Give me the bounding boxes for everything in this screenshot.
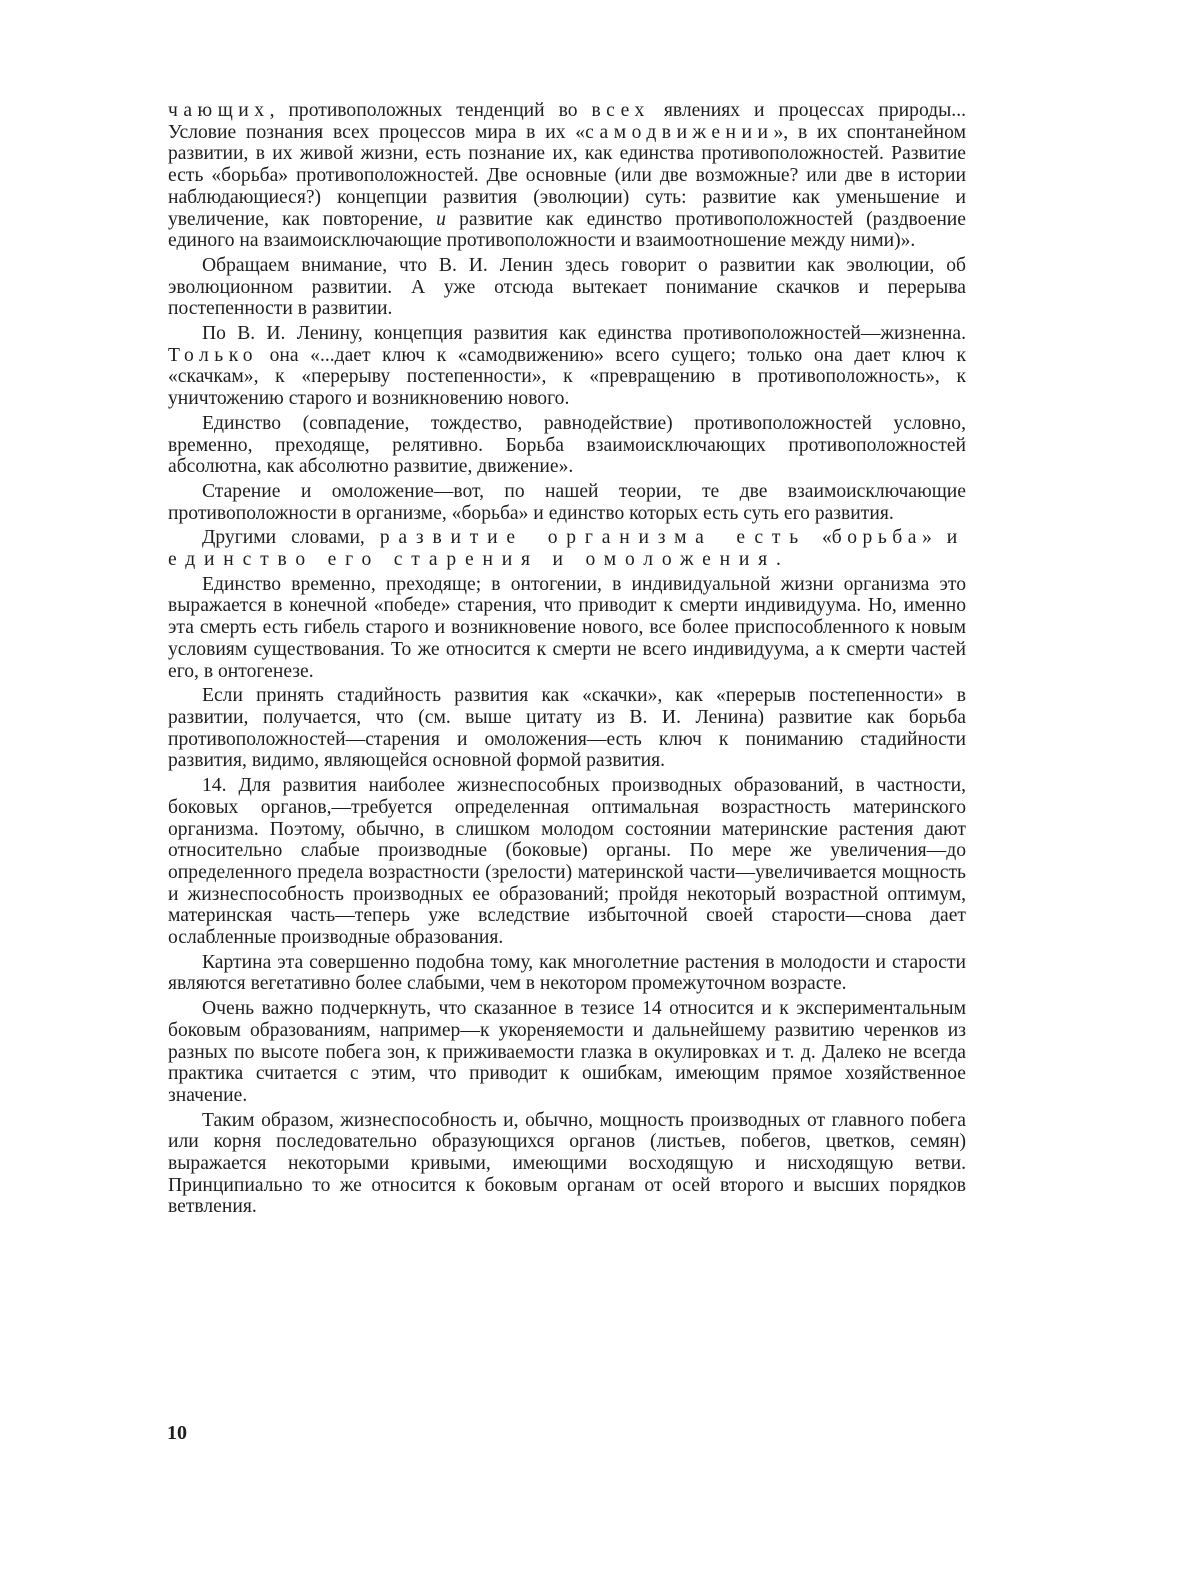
paragraph: [168, 481, 966, 524]
paragraph: [168, 775, 966, 949]
text-span: Единство временно, преходяще; в онтогении, в индивидуальной жизни организма это выражается в конечной «победе» старения, что приводит к смерти индивидуума. Но, именно эта смерть есть гибель старого и возникновение нового, все более приспособленного к новым условиям существования. То же относится к смерти не всего индивидуума, а к смерти частей его, в онтогенезе.: [168, 573, 966, 682]
paragraph: [168, 323, 966, 410]
text-span: , противоположных тенденций во: [269, 100, 592, 121]
text-span: «: [806, 527, 832, 549]
text-span: она «...дает ключ к «самодвижению» всего сущего; только она дает ключ к «скачкам», к «перерыву постепенности», к «превращению в противоположность», к уничтожению старого и возникновению нового.: [168, 344, 966, 410]
text-span: 14. Для развития наиболее жизнеспособных производных образований, в частности, боковых органов,—требуется определенная оптимальная возрастность материнского организма. Поэтому, обычно, в слишком молодом состоянии материнские растения дают относительно слабые производные (боковые) органы. По мере же увеличения—до определенного предела возрастности (зрелости) материнской части—увеличивается мощность и жизнеспособность производных ее образований; пройдя некоторый возрастной оптимум, материнская часть—теперь уже вследствие избыточной своей старости—снова дает ослабленные производные образования.: [168, 775, 966, 949]
text-span: »: [921, 527, 947, 549]
page-number: 10: [167, 1422, 187, 1444]
text-span: », в их спонтанейном развитии, в их живой жизни, есть познание их, как единства противоположностей. Развитие есть «борьба» противоположностей. Две основные (или две возможные? или две в истории наблюдающиеся?) концепции развития (эволюции) суть: развитие как уменьшение и увеличение, как повторение,: [168, 121, 966, 230]
text-span: Очень важно подчеркнуть, что сказанное в тезисе 14 относится и к экспериментальным боковым образованиям, например—к укореняемости и дальнейшему развитию черенков из разных по высоте побега зон, к приживаемости глазка в окулировках и т. д. Далеко не всегда практика считается с этим, что приводит к ошибкам, имеющим прямое хозяйственное значение.: [168, 998, 966, 1106]
paragraph: [168, 527, 966, 570]
text-span: Другими словами,: [202, 527, 380, 549]
text-span: развитие как единство противоположностей (раздвоение единого на взаимоисключающие противоположности и взаимоотношение между ними)».: [168, 208, 966, 252]
emphasis-span: Только: [168, 344, 259, 366]
text-span: Обращаем внимание, что В. И. Ленин здесь говорит о развитии как эволюции, об эволюционном развитии. А уже отсюда вытекает понимание скачков и перерыва постепенности в развитии.: [168, 254, 966, 320]
text-span: .: [775, 549, 781, 571]
paragraph: [168, 255, 966, 320]
emphasis-span: самодвижении: [585, 121, 774, 143]
paragraph: [168, 413, 966, 478]
text-span: Единство (совпадение, тождество, равнодействие) противоположностей условно, временно, преходяще, релятивно. Борьба взаимоисключающих противоположностей абсолютна, как абсолютно развитие, движение».: [168, 412, 966, 478]
emphasis-span: и единство его старения и омоложения: [168, 527, 967, 571]
page-text: [168, 100, 966, 1221]
paragraph: [168, 998, 966, 1107]
emphasis-span: чающих: [168, 100, 270, 121]
paragraph: [168, 685, 966, 772]
text-span: явлениях и процессах природы... Условие познания всех процессов мира в их «: [168, 100, 967, 143]
text-span: По В. И. Ленину, концепция развития как единства противоположностей—жизненна.: [202, 323, 966, 345]
emphasis-span: развитие организма есть: [379, 527, 807, 549]
text-span: Картина эта совершенно подобна тому, как многолетние растения в молодости и старости являются вегетативно более слабыми, чем в некотором промежуточном возрасте.: [168, 951, 966, 995]
emphasis-span: и: [436, 208, 446, 230]
emphasis-span: всех: [591, 100, 650, 121]
paragraph: [168, 574, 966, 683]
emphasis-span: борьба: [831, 527, 922, 549]
paragraph: [168, 100, 966, 252]
paragraph: [168, 952, 966, 995]
text-span: Если принять стадийность развития как «скачки», как «перерыв постепенности» в развитии, получается, что (см. выше цитату из В. И. Ленина) развитие как борьба противоположностей—старения и омоложения—есть ключ к пониманию стадийности развития, видимо, являющейся основной формой развития.: [168, 685, 966, 772]
text-span: Старение и омоложение—вот, по нашей теории, те две взаимоисключающие противоположности в организме, «борьба» и единство которых есть суть его развития.: [168, 480, 966, 524]
paragraph: [168, 1110, 966, 1219]
text-span: Таким образом, жизнеспособность и, обычно, мощность производных от главного побега или корня последовательно образующихся органов (листьев, побегов, цветков, семян) выражается некоторыми кривыми, имеющими восходящую и нисходящую ветви. Принципиально то же относится к боковым органам от осей второго и высших порядков ветвления.: [168, 1109, 966, 1218]
